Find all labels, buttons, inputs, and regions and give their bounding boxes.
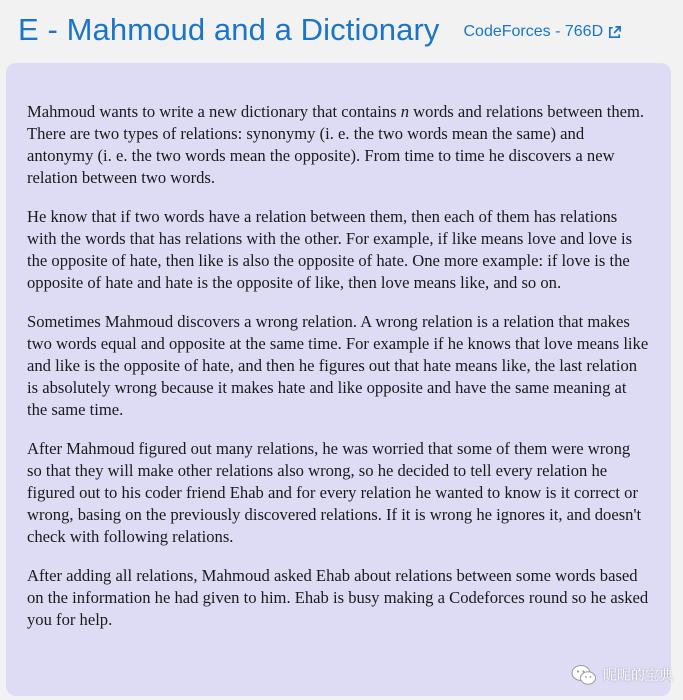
problem-title: E - Mahmoud and a Dictionary xyxy=(18,12,440,47)
wechat-icon xyxy=(571,664,597,686)
statement-paragraph-4: After Mahmoud figured out many relations, he was worried that some of them were wrong so that they will make other relations also wrong, so he decided to tell every relation he figured out to his coder friend Ehab and for every relation he wanted to know is it correct or wrong, basing on the previously discovered relations. If it is wrong he ignores it, and doesn't check with following relations. xyxy=(27,439,642,546)
watermark-text: 昵昵的宝典 xyxy=(603,668,673,684)
problem-header xyxy=(18,10,673,50)
variable-n: n xyxy=(400,102,410,121)
external-link-icon xyxy=(607,25,622,40)
statement-paragraph-3: Sometimes Mahmoud discovers a wrong relation. A wrong relation is a relation that makes two words equal and opposite at the same time. For example if he knows that love means like and like is the opposite of hate, and then he figures out that hate means like, the last relation is absolutely wrong because it makes hate and like opposite and have the same meaning at the same time. xyxy=(27,312,649,419)
statement-paragraph-5: After adding all relations, Mahmoud asked Ehab about relations between some words based on the information he had given to him. Ehab is busy making a Codeforces round so he asked you for help. xyxy=(27,566,649,629)
problem-statement-card xyxy=(6,63,671,696)
source-link-label: CodeForces - 766D xyxy=(463,23,604,40)
watermark xyxy=(571,664,673,686)
statement-paragraph-2: He know that if two words have a relation between them, then each of them has relations with the words that has relations with the other. For example, if like means love and love is the opposite of hate, then like is also the opposite of hate. One more example: if love is the opposite of hate and hate is the opposite of like, then love means like, and so on. xyxy=(27,207,633,292)
statement-paragraph-1-start: Mahmoud wants to write a new dictionary that contains xyxy=(27,102,401,121)
source-link[interactable] xyxy=(464,23,623,41)
statement-paragraph-1-end: words and relations between them. There are two types of relations: synonymy (i. e. the two words mean the same) and antonymy (i. e. the two words mean the opposite). From time to time he discovers a new relation between two words. xyxy=(27,102,645,187)
statement-paragraph-1 xyxy=(27,101,649,189)
